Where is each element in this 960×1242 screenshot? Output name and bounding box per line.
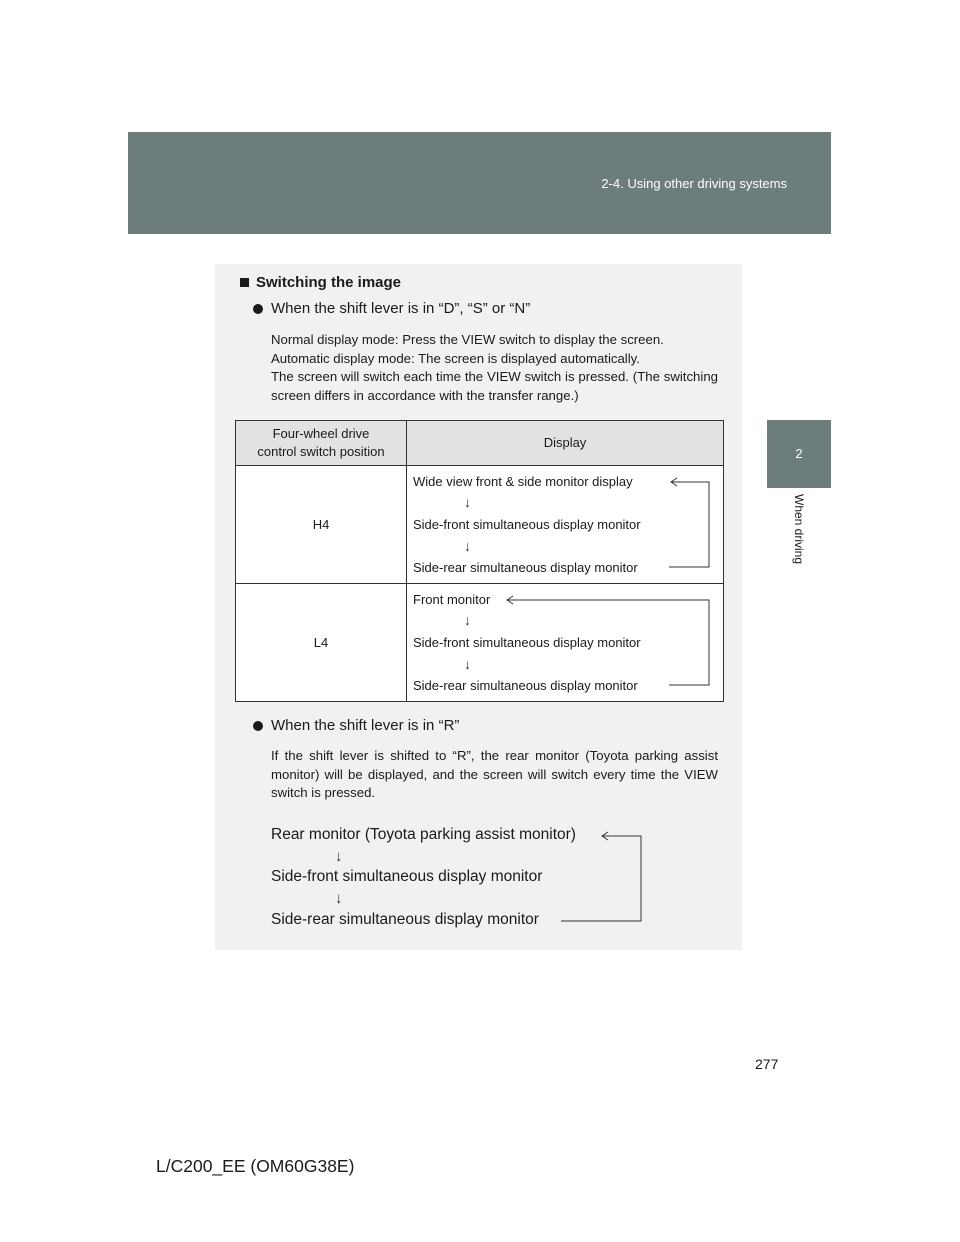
down-arrow-icon: ↓ <box>464 538 471 554</box>
footer-document-code: L/C200_EE (OM60G38E) <box>156 1156 355 1176</box>
chapter-tab <box>767 420 831 488</box>
flow-item: Wide view front & side monitor display <box>413 474 633 489</box>
drive-subheading <box>253 300 530 317</box>
down-arrow-icon: ↓ <box>335 890 343 907</box>
chapter-header-bar <box>128 132 831 234</box>
down-arrow-icon: ↓ <box>464 494 471 510</box>
header-position <box>236 421 407 466</box>
position-cell: L4 <box>236 584 407 702</box>
drive-paragraph <box>271 331 718 405</box>
drive-paragraph-line: Automatic display mode: The screen is displayed automatically. <box>271 350 640 366</box>
section-title: 2-4. Using other driving systems <box>601 176 787 191</box>
loop-back-arrow-icon <box>271 820 671 940</box>
display-sequence-cell <box>407 584 724 702</box>
reverse-paragraph: If the shift lever is shifted to “R”, the rear monitor (Toyota parking assist monitor) will be displayed, and the screen will switch every time the VIEW switch is pressed. <box>271 748 718 800</box>
section-heading-text: Switching the image <box>256 274 402 291</box>
drive-paragraph-line: Normal display mode: Press the VIEW switch to display the screen. <box>271 332 664 347</box>
drive-subheading-text: When the shift lever is in “D”, “S” or “N” <box>271 300 531 317</box>
position-cell: H4 <box>236 466 407 584</box>
chapter-label: When driving <box>792 494 806 565</box>
flow-item: Front monitor <box>413 592 491 607</box>
bullet-dot-icon <box>253 721 263 731</box>
header-position-line: Four-wheel drive <box>272 426 370 441</box>
down-arrow-icon: ↓ <box>464 656 471 672</box>
reverse-subheading-text: When the shift lever is in “R” <box>271 717 460 734</box>
rear-display-flow <box>271 820 671 940</box>
down-arrow-icon: ↓ <box>335 848 343 865</box>
square-bullet-icon <box>240 278 249 287</box>
header-position-line: control switch position <box>257 444 385 459</box>
header-display: Display <box>407 421 724 466</box>
display-flow <box>407 584 723 701</box>
switch-position-table <box>235 420 724 702</box>
flow-item: Side-rear simultaneous display monitor <box>413 560 638 575</box>
display-flow <box>407 466 723 583</box>
flow-item: Side-rear simultaneous display monitor <box>271 911 539 928</box>
chapter-number: 2 <box>795 446 803 461</box>
loop-back-arrow-icon <box>407 466 727 583</box>
reverse-subheading <box>253 717 459 734</box>
section-heading <box>237 274 401 291</box>
drive-paragraph-line: The screen will switch each time the VIEW switch is pressed. (The switching screen differs in accordance with the transfer range.) <box>271 369 718 403</box>
loop-back-arrow-icon <box>407 584 727 701</box>
table-row <box>236 584 724 702</box>
flow-item: Side-front simultaneous display monitor <box>271 868 543 885</box>
flow-item: Rear monitor (Toyota parking assist monitor) <box>271 826 576 843</box>
table-row <box>236 466 724 584</box>
bullet-dot-icon <box>253 304 263 314</box>
display-sequence-cell <box>407 466 724 584</box>
flow-item: Side-front simultaneous display monitor <box>413 517 641 532</box>
page-number: 277 <box>755 1056 779 1072</box>
chapter-tab-label-area <box>767 488 831 598</box>
flow-item: Side-rear simultaneous display monitor <box>413 678 638 693</box>
down-arrow-icon: ↓ <box>464 612 471 628</box>
flow-item: Side-front simultaneous display monitor <box>413 635 641 650</box>
table-header-row <box>236 421 724 466</box>
